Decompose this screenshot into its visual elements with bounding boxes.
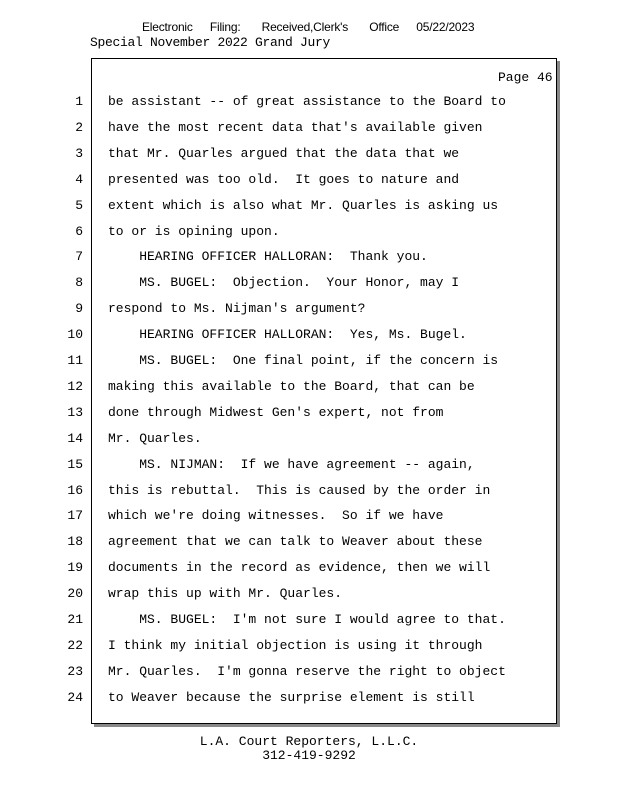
transcript-line [0,146,618,164]
line-number: 4 [75,171,83,187]
transcript-line [0,560,618,578]
line-text: MS. BUGEL: One final point, if the concern is [108,353,499,368]
line-number: 24 [67,689,83,705]
line-text: extent which is also what Mr. Quarles is asking us [108,197,499,213]
transcript-line [0,534,618,552]
footer-phone: 312-419-9292 [262,748,356,763]
line-number: 12 [67,378,83,394]
line-number: 13 [67,404,83,420]
transcript-line [0,664,618,682]
transcript-line [0,457,618,475]
line-number: 20 [67,586,83,602]
line-number: 19 [67,560,83,576]
stamp-word-electronic: Electronic [142,20,193,34]
footer-company: L.A. Court Reporters, L.L.C. [199,734,419,749]
electronic-filing-stamp [142,20,488,34]
line-number: 14 [67,430,83,446]
line-text: MS. NIJMAN: If we have agreement -- again, [108,456,475,472]
line-text: making this available to the Board, that can be [108,378,475,394]
stamp-date: 05/22/2023 [416,20,475,34]
line-text: documents in the record as evidence, then we will [108,560,491,576]
line-number: 10 [67,327,83,343]
line-number: 5 [75,197,83,213]
line-text: be assistant -- of great assistance to the Board to [108,94,506,109]
line-text: HEARING OFFICER HALLORAN: Yes, Ms. Bugel. [108,327,467,343]
line-number: 21 [67,612,83,627]
line-number: 8 [75,275,83,291]
page-number-label: Page 46 [498,70,553,85]
line-text: Mr. Quarles. I'm gonna reserve the right to object [108,663,506,679]
line-number: 3 [75,145,83,161]
line-number: 23 [67,663,83,679]
transcript-line [0,379,618,397]
transcript-line [0,353,618,371]
line-text: have the most recent data that's available given [108,119,483,135]
line-text: wrap this up with Mr. Quarles. [108,586,343,602]
line-number: 1 [75,94,83,109]
line-text: MS. BUGEL: Objection. Your Honor, may I [108,275,460,291]
line-text: this is rebuttal. This is caused by the order in [108,482,491,498]
transcript-line [0,275,618,293]
line-text: that Mr. Quarles argued that the data that we [108,145,460,161]
line-text: to or is opining upon. [108,223,280,239]
line-text: to Weaver because the surprise element is still [108,689,475,705]
line-text: Mr. Quarles. [108,430,202,446]
line-text: respond to Ms. Nijman's argument? [108,301,366,317]
line-text: MS. BUGEL: I'm not sure I would agree to that. [108,612,506,627]
transcript-line [0,198,618,216]
line-number: 6 [75,223,83,239]
transcript-line [0,431,618,449]
transcript-line [0,405,618,423]
line-text: done through Midwest Gen's expert, not from [108,404,444,420]
line-number: 15 [67,456,83,472]
transcript-line [0,483,618,501]
transcript-line [0,224,618,242]
line-number: 16 [67,482,83,498]
transcript-line [0,94,618,112]
line-text: agreement that we can talk to Weaver about these [108,534,483,550]
transcript-line [0,327,618,345]
transcript-line [0,508,618,526]
line-number: 11 [67,353,83,368]
stamp-word-received: Received,Clerk's [261,20,349,34]
stamp-word-filing: Filing: [209,20,241,34]
transcript-line [0,249,618,267]
grand-jury-title: Special November 2022 Grand Jury [90,35,331,50]
line-number: 22 [67,637,83,653]
line-text: HEARING OFFICER HALLORAN: Thank you. [108,249,428,265]
transcript-line [0,612,618,630]
transcript-line [0,638,618,656]
transcript-line [0,690,618,708]
line-number: 17 [67,508,83,524]
line-text: presented was too old. It goes to nature and [108,171,460,187]
transcript-line [0,301,618,319]
stamp-word-office: Office [369,20,400,34]
line-text: which we're doing witnesses. So if we have [108,508,444,524]
line-number: 7 [75,249,83,265]
line-number: 2 [75,119,83,135]
line-text: I think my initial objection is using it through [108,637,483,653]
line-number: 18 [67,534,83,550]
transcript-line [0,172,618,190]
line-number: 9 [75,301,83,317]
transcript-line [0,586,618,604]
transcript-line [0,120,618,138]
